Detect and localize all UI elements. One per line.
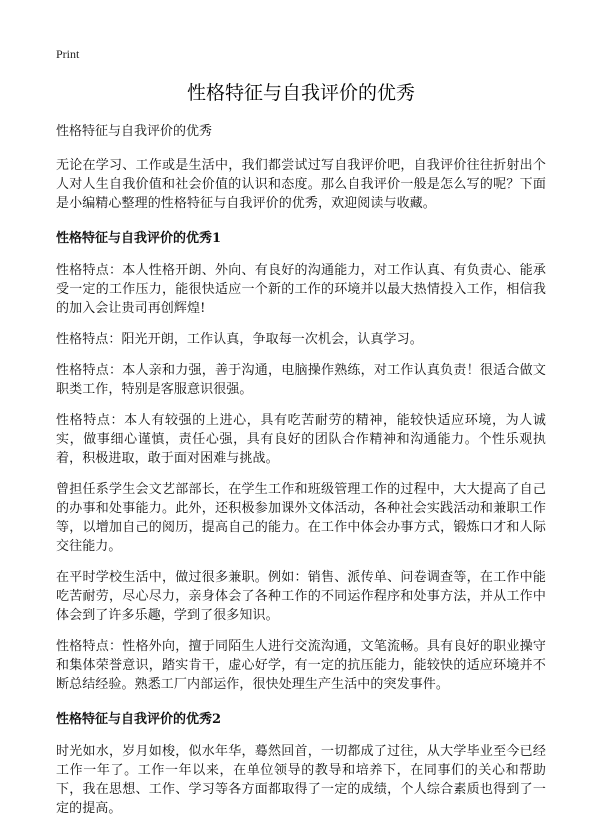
intro-paragraph: 无论在学习、工作或是生活中，我们都尝试过写自我评价吧，自我评价往往折射出个人对人生自我价值和社会价值的认识和态度。那么自我评价一般是怎么写的呢？下面是小编精心整理的性格特征与自我评价的优秀，欢迎阅读与收藏。 (56, 158, 546, 211)
paragraph: 性格特点：本人有较强的上进心，具有吃苦耐劳的精神，能较快适应环境，为人诚实，做事细心谨慎，责任心强，具有良好的团队合作精神和沟通能力。个性乐观执着，积极进取，敢于面对困难与挑战。 (56, 413, 546, 466)
paragraph: 性格特点：本人性格开朗、外向、有良好的沟通能力，对工作认真、有负责心、能承受一定的工作压力，能很快适应一个新的工作的环境并以最大热情投入工作，相信我的加入会让贵司再创辉煌! (56, 263, 546, 316)
paragraph: 时光如水，岁月如梭，似水年华，蓦然回首，一切都成了过往，从大学毕业至今已经工作一年了。工作一年以来，在单位领导的教导和培养下，在同事们的关心和帮助下，我在思想、工作、学习等各方面都取得了一定的成绩，个人综合素质也得到了一定的提高。 (56, 744, 546, 816)
section-heading-1: 性格特征与自我评价的优秀1 (56, 231, 222, 246)
section-heading-2: 性格特征与自我评价的优秀2 (56, 712, 222, 727)
paragraph: 在平时学校生活中，做过很多兼职。例如：销售、派传单、问卷调查等，在工作中能吃苦耐劳，尽心尽力，亲身体会了各种工作的不同运作程序和处事方法，并从工作中体会到了许多乐趣，学到了很多知识。 (56, 570, 546, 623)
subtitle: 性格特征与自我评价的优秀 (56, 124, 213, 139)
paragraph: 性格特点：阳光开朗，工作认真，争取每一次机会，认真学习。 (56, 332, 423, 347)
paragraph: 性格特点：本人亲和力强，善于沟通，电脑操作熟练，对工作认真负责！很适合做文职类工作，特别是客服意识很强。 (56, 363, 546, 397)
print-label[interactable]: Print (56, 47, 80, 61)
paragraph: 曾担任系学生会文艺部部长，在学生工作和班级管理工作的过程中，大大提高了自己的办事和处事能力。此外，还积极参加课外文体活动，各种社会实践活动和兼职工作等，以增加自己的阅历，提高自己的能力。在工作中体会办事方式，锻炼口才和人际交往能力。 (56, 482, 546, 554)
page-title: 性格特征与自我评价的优秀 (186, 82, 415, 104)
paragraph: 性格特点：性格外向，擅于同陌生人进行交流沟通，文笔流畅。具有良好的职业操守和集体荣誉意识，踏实肯干，虚心好学，有一定的抗压能力，能较快的适应环境并不断总结经验。熟悉工厂内部运作，很快处理生产生活中的突发事件。 (56, 639, 546, 692)
